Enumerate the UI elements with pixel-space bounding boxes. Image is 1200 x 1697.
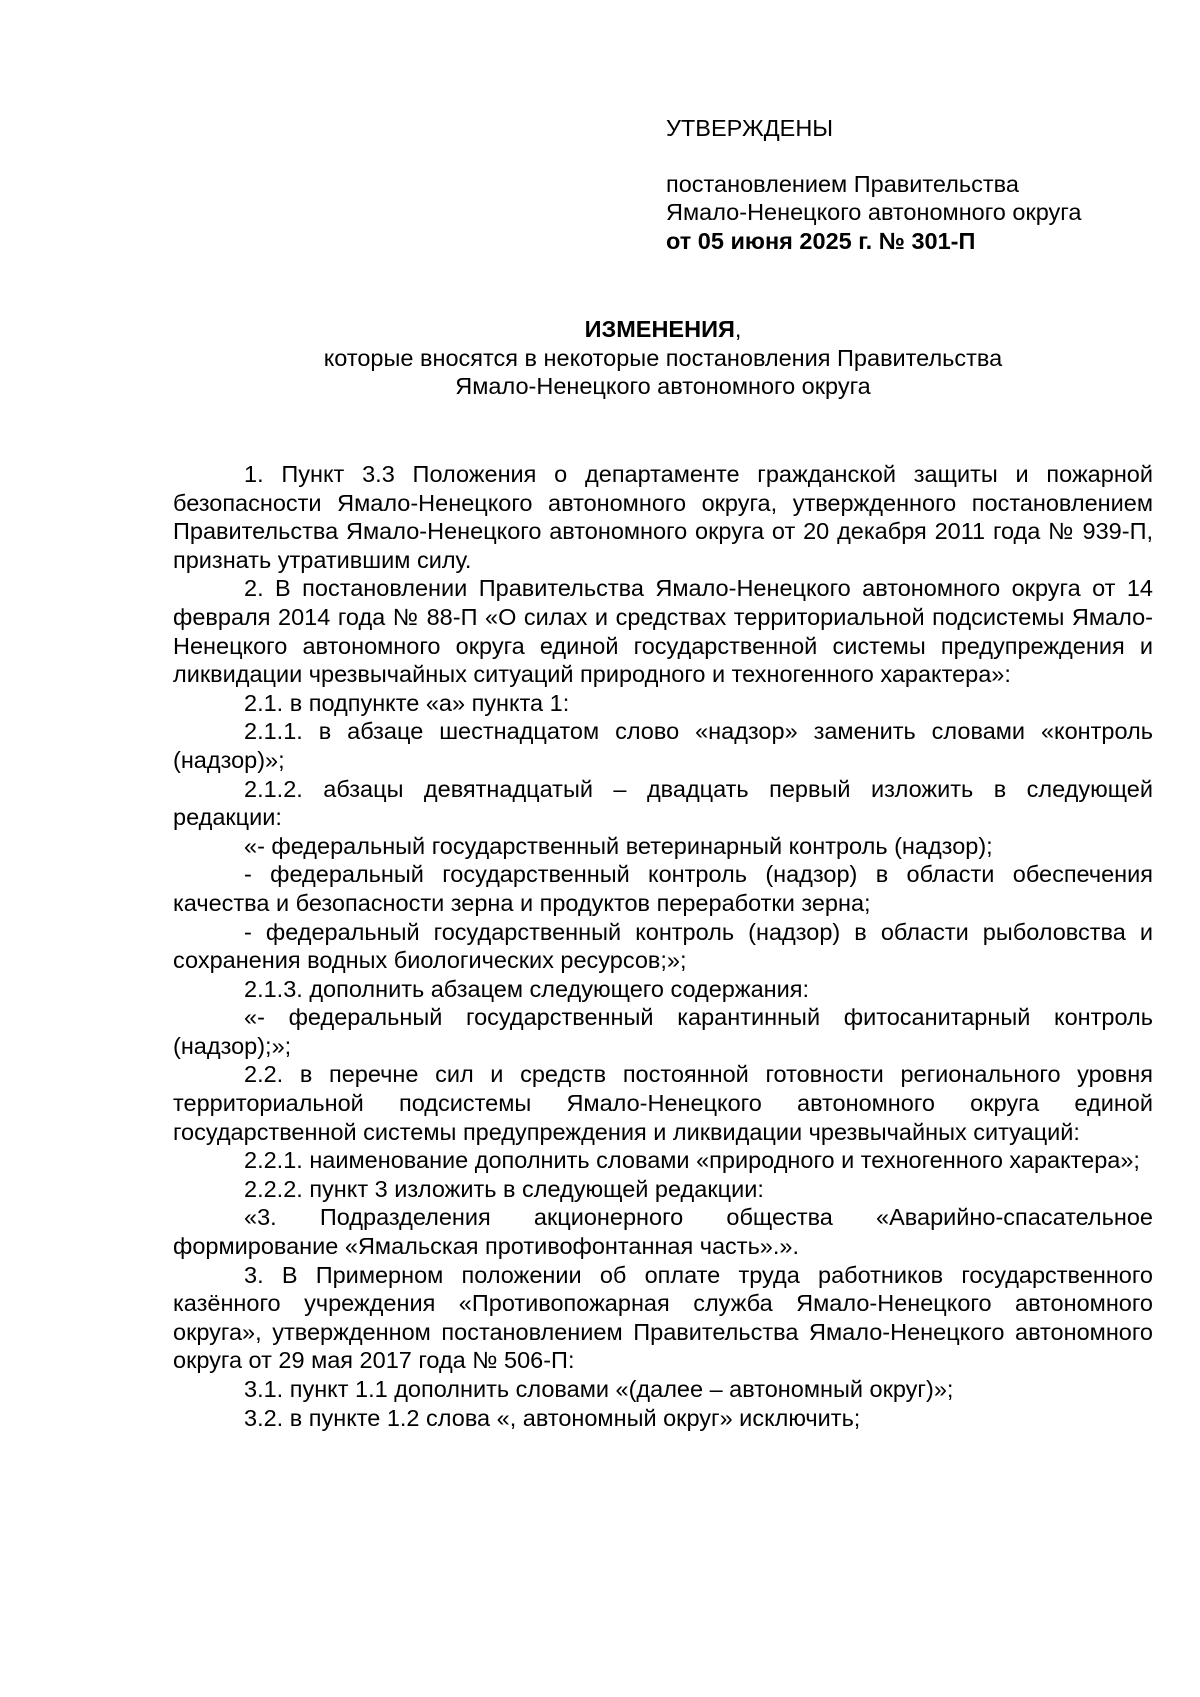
document-body <box>173 460 1153 1432</box>
paragraph: 2.1.1. в абзаце шестнадцатом слово «надзор» заменить словами «контроль (надзор)»; <box>173 718 1153 773</box>
paragraph: 2.2.1. наименование дополнить словами «природного и техногенного характера»; <box>244 1147 1140 1174</box>
approval-line-1: постановлением Правительства <box>666 170 1019 197</box>
document-heading <box>173 315 1153 401</box>
paragraph: 2.1. в подпункте «а» пункта 1: <box>244 689 570 716</box>
paragraph: 2.1.3. дополнить абзацем следующего содержания: <box>244 975 810 1002</box>
approval-block <box>666 114 1166 255</box>
heading-subtitle-1: которые вносятся в некоторые постановления Правительства <box>323 344 1003 371</box>
paragraph: 1. Пункт 3.3 Положения о департаменте гражданской защиты и пожарной безопасности Ямало-Ненецкого автономного округа, утвержденного постановлением Правительства Ямало-Ненецкого автономного округа от 20 декабря 2011 года № 939-П, признать утратившим силу. <box>173 461 1153 573</box>
heading-title-suffix: , <box>734 316 742 342</box>
approval-stamp: УТВЕРЖДЕНЫ <box>666 115 834 141</box>
paragraph: 3.1. пункт 1.1 дополнить словами «(далее – автономный округ)»; <box>244 1376 954 1402</box>
paragraph: «- федеральный государственный карантинный фитосанитарный контроль (надзор);»; <box>173 1004 1153 1059</box>
paragraph: 2.2. в перечне сил и средств постоянной готовности регионального уровня территориальной подсистемы Ямало-Ненецкого автономного округа единой государственной системы предупреждения и ликвидации чрезвычайных ситуаций: <box>173 1061 1153 1145</box>
heading-title-line <box>173 315 1153 344</box>
approval-date-line: от 05 июня 2025 г. № 301-П <box>666 227 976 254</box>
paragraph: - федеральный государственный контроль (надзор) в области рыболовства и сохранения водных биологических ресурсов;»; <box>173 918 1153 974</box>
paragraph: 3.2. в пункте 1.2 слова «, автономный округ» исключить; <box>244 1404 861 1431</box>
paragraph: - федеральный государственный контроль (надзор) в области обеспечения качества и безопасности зерна и продуктов переработки зерна; <box>173 861 1153 916</box>
paragraph: 2.1.2. абзацы девятнадцатый – двадцать первый изложить в следующей редакции: <box>173 775 1153 831</box>
paragraph: 2.2.2. пункт 3 изложить в следующей редакции: <box>244 1175 764 1202</box>
paragraph: «- федеральный государственный ветеринарный контроль (надзор); <box>244 832 993 859</box>
paragraph: 2. В постановлении Правительства Ямало-Ненецкого автономного округа от 14 февраля 2014 года № 88-П «О силах и средствах территориальной подсистемы Ямало-Ненецкого автономного округа единой государственной системы предупреждения и ликвидации чрезвычайных ситуаций природного и техногенного характера»: <box>173 575 1153 688</box>
paragraph: 3. В Примерном положении об оплате труда работников государственного казённого учреждения «Противопожарная служба Ямало-Ненецкого автономного округа», утвержденном постановлением Правительства Ямало-Ненецкого автономного округа от 29 мая 2017 года № 506-П: <box>173 1261 1153 1374</box>
heading-title: ИЗМЕНЕНИЯ <box>584 316 735 342</box>
approval-line-2: Ямало-Ненецкого автономного округа <box>666 199 1082 225</box>
heading-subtitle-2: Ямало-Ненецкого автономного округа <box>455 373 871 399</box>
paragraph: «3. Подразделения акционерного общества «Аварийно-спасательное формирование «Ямальская противофонтанная часть».». <box>173 1204 1153 1260</box>
